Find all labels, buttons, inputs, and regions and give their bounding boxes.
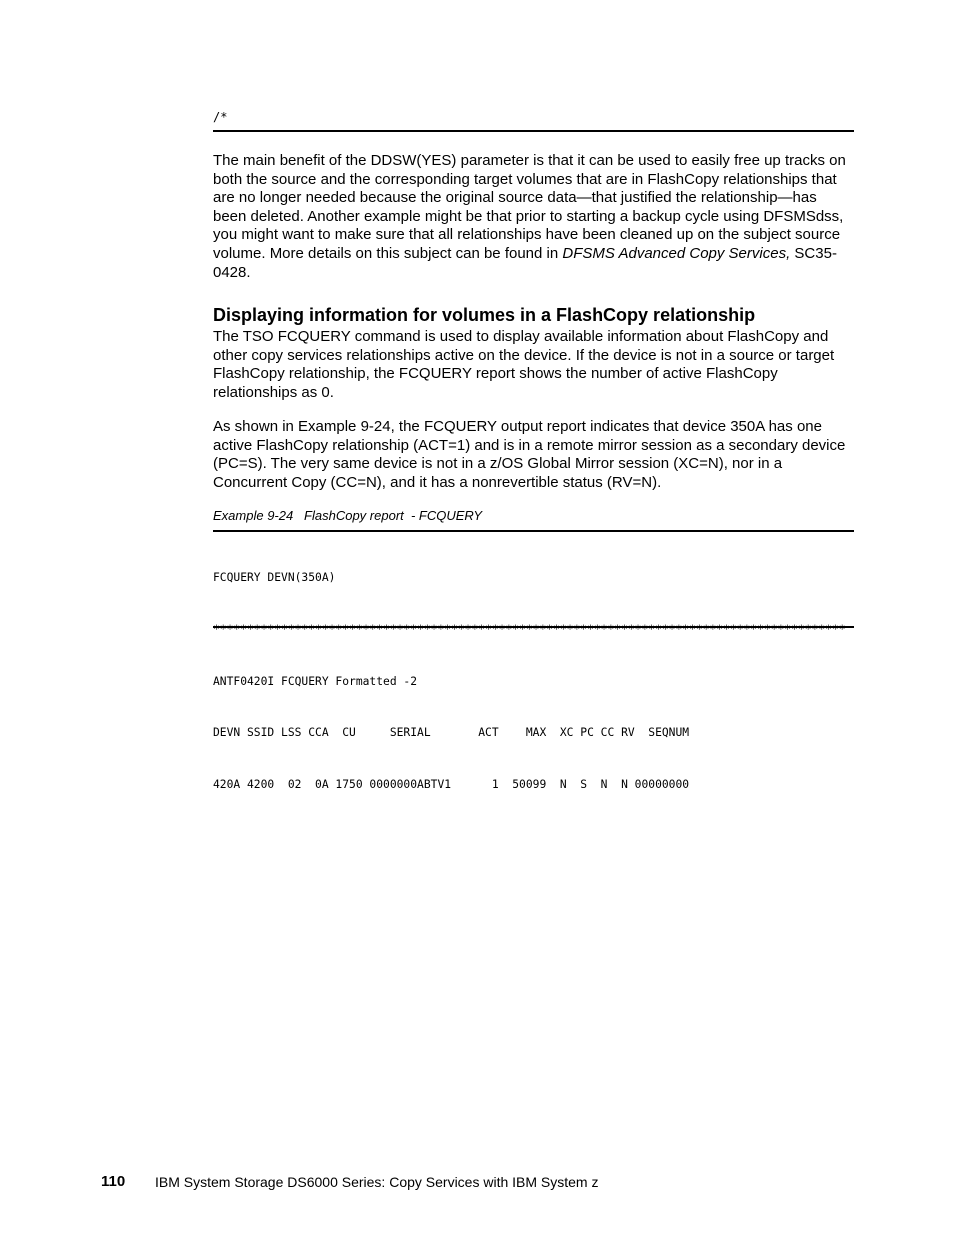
paragraph-fcquery-intro: The TSO FCQUERY command is used to display available information about FlashCopy and other copy services relationships active on the device. If the device is not in a source or target FlashCopy relationship, the FCQUERY report shows the number of active FlashCopy relationships as 0. (213, 328, 835, 401)
code-line: FCQUERY DEVN(350A) (213, 571, 336, 585)
book-reference: DFSMS Advanced Copy Services, (562, 244, 791, 262)
code-block-bottom-rule (213, 130, 854, 132)
paragraph-fcquery-example: As shown in Example 9-24, the FCQUERY output report indicates that device 350A has one active FlashCopy relationship (ACT=1) and is in a remote mirror session as a secondary device (PC=S). The very same device is not in a z/OS Global Mirror session (XC=N), nor in a Concurrent Copy (CC=N), and it has a nonrevertible status (RV=N). (213, 418, 846, 491)
example-bottom-rule (213, 626, 854, 628)
example-caption: Example 9-24 FlashCopy report - FCQUERY (213, 508, 482, 523)
previous-code-tail: /* (213, 110, 228, 124)
footer-book-title: IBM System Storage DS6000 Series: Copy Services with IBM System z (155, 1174, 599, 1190)
fcquery-report-code (213, 535, 854, 810)
section-heading: Displaying information for volumes in a FlashCopy relationship (213, 305, 756, 325)
paragraph-ddsw-text: The main benefit of the DDSW(YES) parameter is that it can be used to easily free up tracks on both the source and the corresponding target volumes that are in FlashCopy relationships that are no longer needed because the original source data—that justified the relationship—has been deleted. Another example might be that prior to starting a backup cycle using DFSMSdss, you might want to make sure that all relationships have been cleaned up on the subject source volume. More details on this subject can be found in (213, 152, 846, 262)
code-line: 420A 4200 02 0A 1750 0000000ABTV1 1 50099 N S N N 00000000 (213, 777, 690, 791)
example-top-rule (213, 530, 854, 532)
code-line: DEVN SSID LSS CCA CU SERIAL ACT MAX XC PC CC RV SEQNUM (213, 726, 690, 740)
code-line: ANTF0420I FCQUERY Formatted -2 (213, 674, 418, 688)
book-reference-number: SC35-0428. (213, 244, 837, 281)
code-line: ********************************************************************************************* (213, 623, 846, 636)
page-number: 110 (101, 1173, 126, 1190)
paragraph-ddsw-benefit (213, 152, 854, 282)
